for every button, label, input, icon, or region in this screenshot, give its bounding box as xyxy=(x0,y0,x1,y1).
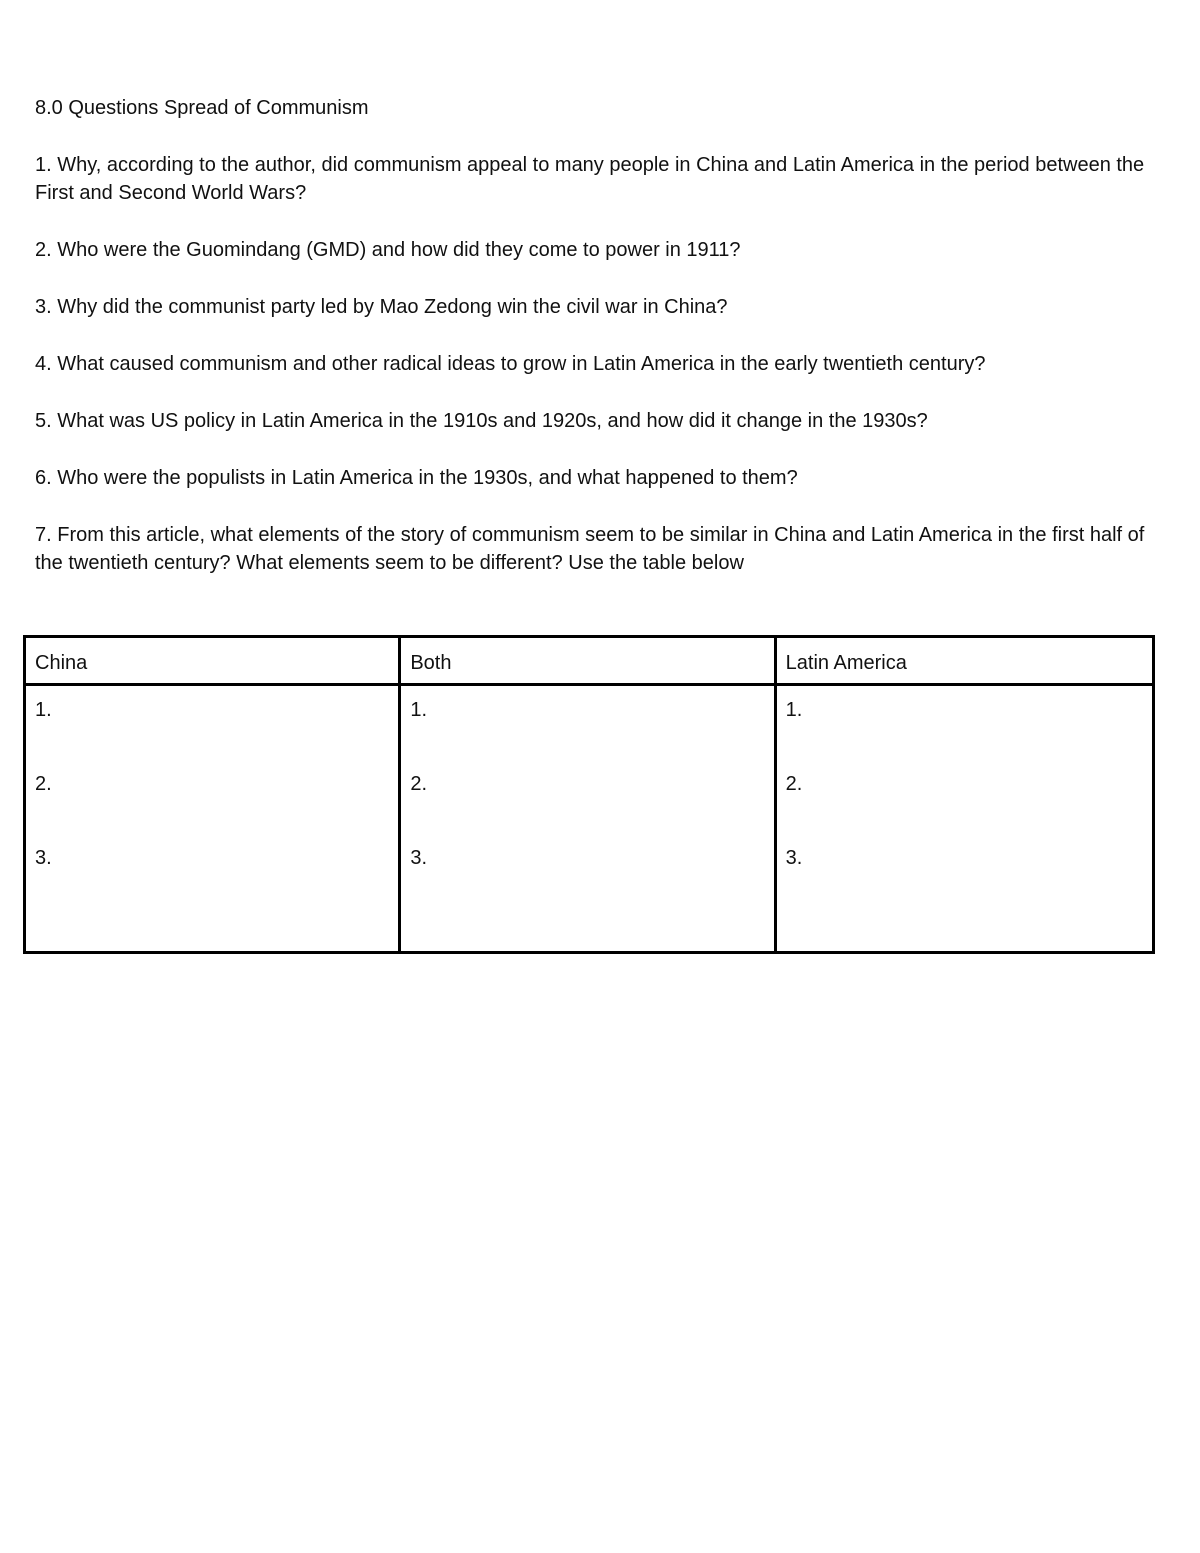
both-entry-1: 1. xyxy=(410,699,428,721)
question-4: 4. What caused communism and other radical ideas to grow in Latin America in the early twentieth century? xyxy=(35,353,986,375)
table-column-both[interactable] xyxy=(401,686,776,951)
question-6: 6. Who were the populists in Latin America in the 1930s, and what happened to them? xyxy=(35,467,798,489)
question-7: 7. From this article, what elements of the story of communism seem to be similar in China and Latin America in the first half of the twentieth century? What elements seem to be different? Use the table below xyxy=(35,524,1145,574)
both-entry-2: 2. xyxy=(410,773,428,795)
table-header-both: Both xyxy=(401,638,776,686)
table-column-latin-america[interactable] xyxy=(777,686,1152,951)
document-title: 8.0 Questions Spread of Communism xyxy=(35,97,369,119)
latin-america-entry-3: 3. xyxy=(785,847,803,869)
china-entry-1: 1. xyxy=(35,699,52,721)
table-column-china[interactable] xyxy=(26,686,401,951)
document-body xyxy=(35,94,1145,606)
question-5: 5. What was US policy in Latin America in the 1910s and 1920s, and how did it change in the 1930s? xyxy=(35,410,928,432)
table-header-china: China xyxy=(26,638,401,686)
both-entry-3: 3. xyxy=(410,847,428,869)
latin-america-entry-2: 2. xyxy=(785,773,803,795)
latin-america-entry-1: 1. xyxy=(785,699,803,721)
question-1: 1. Why, according to the author, did communism appeal to many people in China and Latin America in the period between the First and Second World Wars? xyxy=(35,154,1145,204)
comparison-table xyxy=(23,635,1155,954)
china-entry-2: 2. xyxy=(35,773,52,795)
china-entry-3: 3. xyxy=(35,847,52,869)
question-3: 3. Why did the communist party led by Mao Zedong win the civil war in China? xyxy=(35,296,728,318)
question-2: 2. Who were the Guomindang (GMD) and how did they come to power in 1911? xyxy=(35,239,741,261)
table-header-latin-america: Latin America xyxy=(777,638,1152,686)
